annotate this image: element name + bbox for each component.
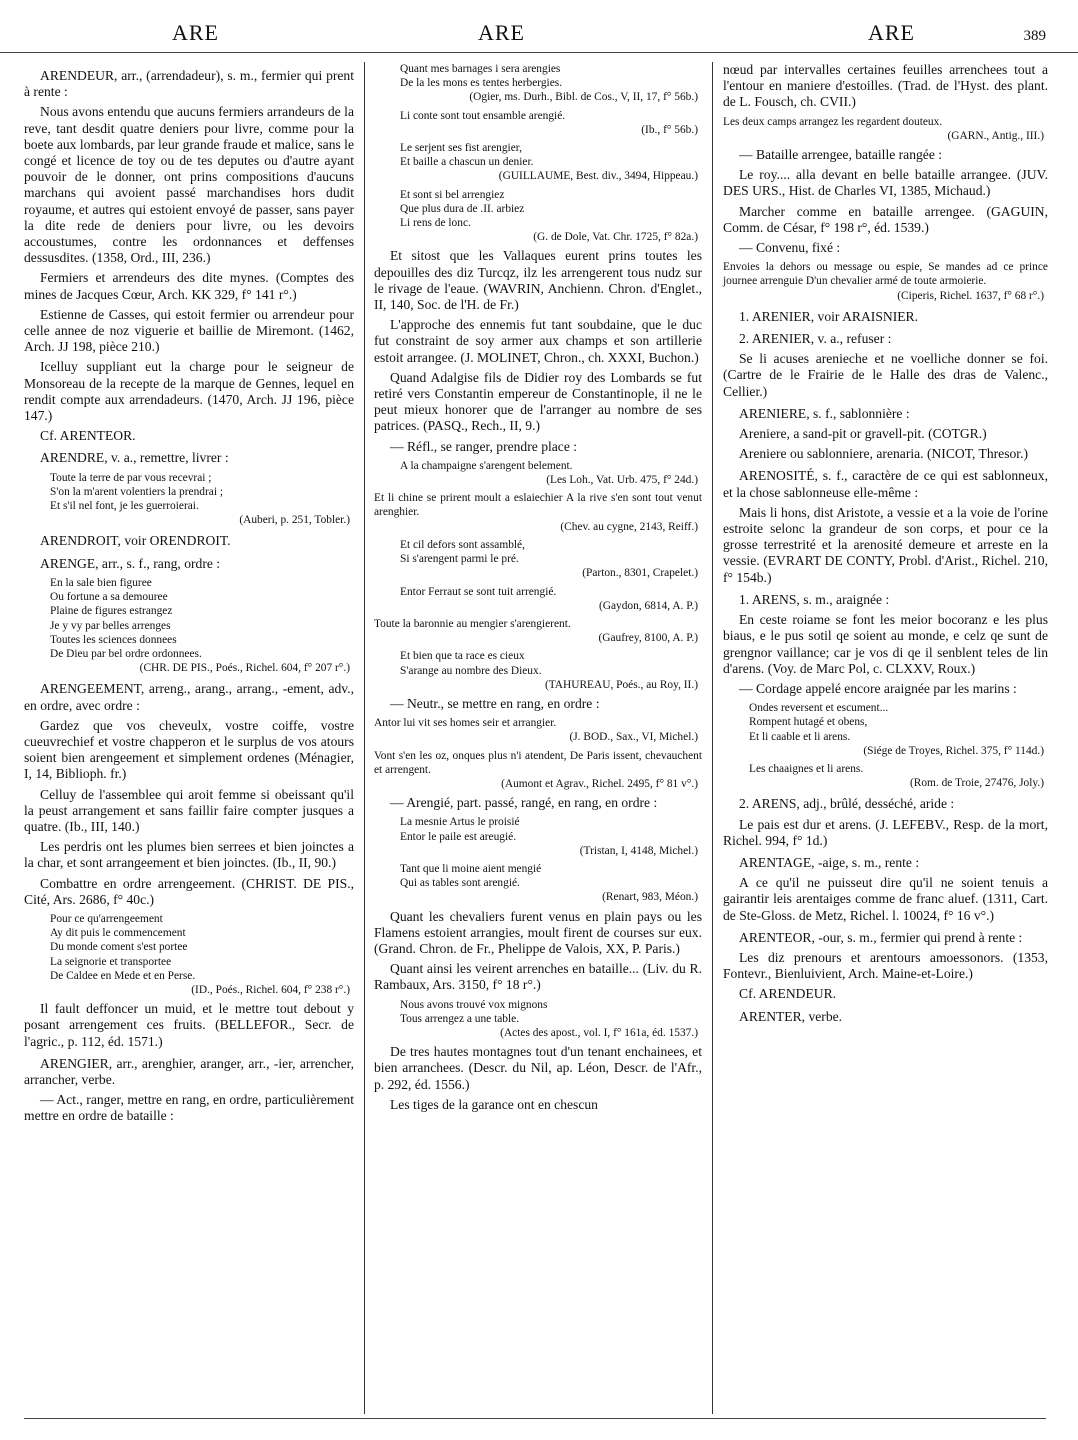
entry-paragraph: Il fault deffoncer un muid, et le mettre tout debout y posant arrengement ces fruits. (BELLEFOR., Secr. de l'agric., p. 112, éd. 1571.) — [24, 1001, 354, 1049]
verse-line: Et li caable et li arens. — [749, 730, 851, 743]
entry-headword: ARENOSITÉ, s. f., caractère de ce qui est sablonneux, et la chose sablonneuse elle-même : — [723, 468, 1048, 500]
citation: (Actes des apost., vol. I, f° 161a, éd. 1537.) — [500, 1026, 698, 1039]
verse-line: Nous avons trouvé vox mignons — [400, 998, 548, 1011]
entry-paragraph: — Cordage appelé encore araignée par les marins : — [739, 680, 1017, 696]
citation: (Gaufrey, 8100, A. P.) — [598, 632, 698, 645]
verse-line: Qui as tables sont arengié. — [400, 877, 520, 890]
entry-paragraph: Fermiers et arrendeurs des dite mynes. (Comptes des mines de Jacques Cœur, Arch. KK 329, f° 141 r°.) — [24, 270, 354, 302]
entry-paragraph: Marcher comme en bataille arrengee. (GAGUIN, Comm. de César, f° 198 r°, éd. 1539.) — [723, 203, 1048, 235]
quotation — [374, 491, 702, 534]
verse-line: Du monde coment s'est portee — [50, 941, 188, 954]
entry-paragraph: Combattre en ordre arrengeement. (CHRIST. DE PIS., Cité, Ars. 2686, f° 40c.) — [24, 875, 354, 907]
citation: (G. de Dole, Vat. Chr. 1725, f° 82a.) — [533, 231, 698, 244]
column-3 — [723, 62, 1048, 1029]
verse-line: Tant que li moine aient mengié — [400, 862, 542, 875]
verse-quotation — [723, 762, 1048, 790]
citation: (ID., Poés., Richel. 604, f° 238 r°.) — [191, 983, 350, 996]
citation: (GARN., Antig., III.) — [947, 129, 1044, 142]
verse-line: Pour ce qu'arrengeement — [50, 912, 163, 925]
entry-headword: ARENTER, verbe. — [739, 1008, 843, 1024]
verse-line: Ondes reversent et escument... — [749, 702, 889, 715]
verse-line: La mesnie Artus le proisié — [400, 816, 520, 829]
entry-paragraph: Le roy.... alla devant en belle bataille arrangee. (JUV. DES URS., Hist. de Charles VI, 1385, Michaud.) — [723, 167, 1048, 199]
citation: (Parton., 8301, Crapelet.) — [582, 567, 698, 580]
quotation — [374, 716, 702, 744]
citation: (CHR. DE PIS., Poés., Richel. 604, f° 207 r°.) — [139, 662, 350, 675]
entry-paragraph: Quand Adalgise fils de Didier roy des Lombards se fut retiré vers Constantin empereur de Constantinople, il ne le peut mieux honorer que de l'arranger au nombre de ses patrices. (PASQ., Rech., II, 9.) — [374, 369, 702, 434]
entry-paragraph: Les perdris ont les plumes bien serrees et bien joinctes a la char, et sont arrangeement et bien joinctes. (Ib., II, 90.) — [24, 839, 354, 871]
citation: (J. BOD., Sax., VI, Michel.) — [569, 731, 698, 744]
verse-line: Tous arrengez a une table. — [400, 1012, 520, 1025]
citation: (Tristan, I, 4148, Michel.) — [579, 844, 698, 857]
entry-paragraph: Areniere, a sand-pit or gravell-pit. (COTGR.) — [739, 426, 987, 442]
verse-line: De Dieu par bel ordre ordonnees. — [50, 647, 202, 660]
entry-paragraph: — Réfl., se ranger, prendre place : — [390, 438, 578, 454]
verse-quotation — [374, 649, 702, 692]
quotation-text: Et li chine se prirent moult a eslaiechier A la rive s'en sont tout venut arenghier. — [374, 492, 702, 519]
page-number: 389 — [1023, 28, 1046, 44]
verse-line: Le serjent ses fist arengier, — [400, 142, 522, 155]
verse-quotation — [24, 576, 354, 675]
entry-paragraph: Cf. ARENDEUR. — [739, 986, 837, 1002]
citation: (Rom. de Troie, 27476, Joly.) — [909, 777, 1044, 790]
running-head-right: ARE — [868, 20, 915, 45]
verse-quotation — [374, 459, 702, 487]
citation: (Auberi, p. 251, Tobler.) — [239, 514, 350, 527]
verse-line: Quant mes barnages i sera arengies — [400, 63, 561, 75]
quotation-text: Vont s'en les oz, onques plus n'i atendent, De Paris issent, chevauchent et arrengent. — [374, 749, 702, 776]
verse-line: En la sale bien figuree — [50, 576, 152, 589]
verse-line: Que plus dura de .II. arbiez — [400, 202, 525, 215]
entry-paragraph: Nous avons entendu que aucuns fermiers arrandeurs de la reve, tant desdit quatre deniers pour livre, comme pour la boete aux lombards, par leur grande fraude et malice, sans le congé et licence de toy ou de tes deputes ou d'autre ayant pouvoir de le donner, ont prins compositions d'aucuns marchans qui avoient passé marchandises hors dudit royaume, et autres qui estoient envoyé de passer, sans payer la dite rede de deniers pour livre, ou les devoirs accoustumes, contre les ordonnances et deffenses dessusdites. (1358, Ord., III, 236.) — [24, 104, 354, 266]
quotation — [374, 617, 702, 645]
entry-headword: ARENTEOR, -our, s. m., fermier qui prend à rente : — [739, 929, 1023, 945]
column-2 — [374, 62, 702, 1117]
verse-quotation — [374, 862, 702, 905]
entry-paragraph: — Neutr., se mettre en rang, en ordre : — [390, 695, 600, 711]
verse-quotation — [374, 998, 702, 1041]
verse-line: Toutes les sciences donnees — [50, 633, 177, 646]
quotation — [723, 115, 1048, 143]
verse-line: Et s'il nel font, je les guerroierai. — [50, 500, 199, 513]
verse-quotation — [374, 538, 702, 581]
verse-line: Si s'arengent parmi le pré. — [400, 553, 519, 566]
verse-line: Et sont si bel arrengiez — [400, 188, 505, 201]
verse-quotation — [374, 815, 702, 858]
entry-paragraph: — Bataille arrengee, bataille rangée : — [739, 147, 943, 163]
citation: (Gaydon, 6814, A. P.) — [598, 599, 698, 612]
entry-paragraph: Les tiges de la garance ont en chescun — [390, 1096, 598, 1112]
verse-line: Toute la terre de par vous recevrai ; — [50, 471, 212, 484]
verse-quotation — [24, 471, 354, 528]
entry-headword: ARENGE, arr., s. f., rang, ordre : — [40, 555, 221, 571]
citation: (Chev. au cygne, 2143, Reiff.) — [560, 520, 698, 533]
footer-rule — [24, 1418, 1046, 1419]
entry-paragraph: Quant les chevaliers furent venus en plain pays ou les Flamens estoient arrangies, moult firent de courses sur eux. (Grand. Chron. de Fr., Phelippe de Valois, XX, P. Paris.) — [374, 908, 702, 956]
citation: (GUILLAUME, Best. div., 3494, Hippeau.) — [498, 170, 698, 183]
verse-line: Rompent hutagé et obens, — [749, 716, 868, 729]
entry-headword: 2. ARENIER, v. a., refuser : — [739, 331, 892, 347]
verse-line: Entor le paile est areugié. — [400, 830, 517, 843]
running-head-center: ARE — [478, 20, 525, 45]
entry-paragraph: Se li acuses arenieche et ne voelliche donner se foi. (Cartre de le Frairie de le Halle des dras de Valenc., Cellier.) — [723, 351, 1048, 399]
verse-line: Je y vy par belles arrenges — [50, 619, 171, 632]
page-header — [0, 18, 1078, 53]
column-1 — [24, 62, 354, 1129]
entry-paragraph: L'approche des ennemis fut tant soubdaine, que le duc fut constraint de soy armer aux champs et son artillerie estoit arrangee. (J. MOLINET, Chron., ch. XXXI, Buchon.) — [374, 317, 702, 365]
entry-headword: ARENGEEMENT, arreng., arang., arrang., -ement, adv., en ordre, avec ordre : — [24, 681, 354, 713]
entry-paragraph: Le pais est dur et arens. (J. LEFEBV., Resp. de la mort, Richel. 994, f° 1d.) — [723, 816, 1048, 848]
verse-line: La seignorie et transportee — [50, 955, 172, 968]
entry-headword: ARENGIER, arr., arenghier, aranger, arr., -ier, arrencher, arrancher, verbe. — [24, 1055, 354, 1087]
entry-paragraph: Areniere ou sablonniere, arenaria. (NICOT, Thresor.) — [739, 446, 1028, 462]
entry-paragraph: — Arengié, part. passé, rangé, en rang, en ordre : — [390, 795, 658, 811]
entry-headword: ARENDEUR, arr., (arrendadeur), s. m., fermier qui prent à rente : — [24, 68, 354, 100]
entry-paragraph: Les diz prenours et arentours amoessonors. (1353, Fontevr., Bienluivient, Arch. Maine-et-Loire.) — [723, 949, 1048, 982]
citation: (Ciperis, Richel. 1637, f° 68 r°.) — [897, 289, 1044, 302]
quotation-text: Toute la baronnie au mengier s'arengierent. — [374, 617, 571, 630]
citation: (Siége de Troyes, Richel. 375, f° 114d.) — [863, 744, 1044, 757]
verse-line: Entor Ferraut se sont tuit arrengié. — [400, 585, 557, 598]
entry-paragraph: De tres hautes montagnes tout d'un tenant enchainees, et bien arranchees. (Descr. du Nil, ap. Léon, Descr. de l'Afr., p. 292, éd. 1556.) — [374, 1044, 702, 1092]
entry-paragraph: Icelluy suppliant eut la charge pour le seigneur de Monsoreau de la recepte de la marque de Gennes, lequel en rendit compte aux arrendadeurs. (1470, Arch. JJ 196, pièce 147.) — [24, 359, 354, 424]
quotation-text: Antor lui vit ses homes seir et arrangier. — [374, 717, 557, 730]
entry-headword: 2. ARENS, adj., brûlé, desséché, aride : — [739, 796, 955, 812]
verse-quotation — [374, 585, 702, 613]
verse-quotation — [24, 912, 354, 997]
entry-paragraph: Celluy de l'assemblee qui aroit femme si obeissant qu'il la peust arrangement et sans faillir faire compter jusques a quatre. (Ib., III, 140.) — [24, 786, 354, 834]
citation: (Renart, 983, Méon.) — [602, 891, 698, 904]
quotation-text: Envoies la dehors ou message ou espie, Se mandes ad ce prince journee arrenguie D'un chevalier armé de toute armoierie. — [723, 261, 1048, 288]
entry-paragraph: Estienne de Casses, qui estoit fermier ou arrendeur pour celle annee de noz viguerie et baillie de Miremont. (1462, Arch. JJ 198, pièce 210.) — [24, 306, 354, 355]
quotation-text: Les deux camps arrangez les regardent douteux. — [723, 115, 943, 128]
citation: (TAHUREAU, Poés., au Roy, II.) — [544, 678, 698, 691]
entry-paragraph: Mais li hons, dist Aristote, a vessie et a la voie de l'orine estroite selonc la grandeur de son corps, et pour ce la grosse terrestrité et la arenosité demeure et arreste en la vessie. (EVRART DE CONTY, Probl. d'Arist., Richel. 210, f° 154b.) — [723, 504, 1048, 585]
citation: (Ogier, ms. Durh., Bibl. de Cos., V, II, 17, f° 56b.) — [469, 91, 698, 104]
quotation — [723, 260, 1048, 303]
column-divider — [712, 62, 713, 1414]
verse-quotation — [374, 109, 702, 137]
verse-line: S'arange au nombre des Dieux. — [400, 664, 542, 677]
citation: (Ib., f° 56b.) — [641, 123, 698, 136]
verse-line: Et cil defors sont assamblé, — [400, 538, 525, 551]
entry-paragraph: Quant ainsi les veirent arrenches en bataille... (Liv. du R. Rambaux, Ars. 3150, f° 18 r°.) — [374, 961, 702, 993]
verse-line: Et bien que ta race es cieux — [400, 650, 525, 663]
verse-quotation — [374, 62, 702, 105]
verse-line: Plaine de figures estrangez — [50, 605, 173, 618]
entry-paragraph: — Convenu, fixé : — [739, 240, 841, 256]
entry-paragraph: Gardez que vos cheveulx, vostre coiffe, vostre cueuvrechief et vostre chapperon et le surplus de vos atours soient bien arengeement et simplement ordenes (Ménagier, I, 14, Biblioph. fr.) — [24, 717, 354, 782]
entry-headword: ARENIERE, s. f., sablonnière : — [739, 405, 910, 421]
entry-headword: ARENTAGE, -aige, s. m., rente : — [739, 854, 920, 870]
verse-quotation — [374, 188, 702, 245]
verse-line: S'on la m'arent volentiers la prendrai ; — [50, 485, 224, 498]
citation: (Aumont et Agrav., Richel. 2495, f° 81 v°.) — [501, 777, 698, 790]
column-divider — [364, 62, 365, 1414]
entry-continuation: nœud par intervalles certaines feuilles arrenchees tout a l'entour en maniere d'estoilles. (Trad. de l'Hyst. des plant. de L. Fousch, ch. CVII.) — [723, 62, 1048, 110]
verse-line: Et baille a chascun un denier. — [400, 156, 534, 169]
verse-line: Ay dit puis le commencement — [50, 927, 186, 940]
entry-headword: 1. ARENS, s. m., araignée : — [739, 591, 890, 607]
citation: (Les Loh., Vat. Urb. 475, f° 24d.) — [546, 474, 698, 487]
quotation — [374, 749, 702, 792]
verse-line: Li conte sont tout ensamble arengié. — [400, 109, 566, 122]
entry-paragraph: Et sitost que les Vallaques eurent prins toutes les depouilles des diz Turcqz, ilz les arrengerent tous nudz sur le rivage de l'eaue. (WAVRIN, Anchienn. Chron. d'Englet., II, 140, Soc. de l'H. de Fr.) — [374, 248, 702, 313]
verse-line: Les chaaignes et li arens. — [749, 762, 864, 775]
verse-line: De Caldee en Mede et en Perse. — [50, 969, 196, 982]
entry-paragraph: A ce qu'il ne puisseut dire qu'il ne soient tenuis a gairantir leis arentaiges comme de franc aluef. (1311, Cart. de Ste-Gloss. de Metz, Richel. l. 10024, f° 16 v°.) — [723, 875, 1048, 923]
entry-headword: 1. ARENIER, voir ARAISNIER. — [739, 308, 918, 324]
verse-line: A la champaigne s'arengent belement. — [400, 459, 573, 472]
entry-headword: ARENDROIT, voir ORENDROIT. — [40, 533, 231, 549]
verse-line: Li rens de lonc. — [400, 217, 471, 230]
entry-paragraph: En ceste roiame se font les meior bocoranz e les plus biaus, e le pus sotil qe soient au monde, e celz qe sunt de grengnor vaillance; car je vos di qe il senblent teles de lin d'arens. (Voy. de Marc Pol, c. CLXXV, Roux.) — [723, 612, 1048, 676]
verse-quotation — [723, 701, 1048, 758]
verse-quotation — [374, 141, 702, 184]
entry-paragraph: Cf. ARENTEOR. — [40, 428, 136, 444]
verse-line: De la les mons es tentes herbergies. — [400, 77, 563, 90]
running-head-left: ARE — [172, 20, 219, 45]
entry-paragraph: — Act., ranger, mettre en rang, en ordre, particulièrement mettre en ordre de bataille : — [24, 1092, 354, 1124]
verse-line: Ou fortune a sa demouree — [50, 591, 168, 604]
entry-headword: ARENDRE, v. a., remettre, livrer : — [40, 450, 229, 466]
